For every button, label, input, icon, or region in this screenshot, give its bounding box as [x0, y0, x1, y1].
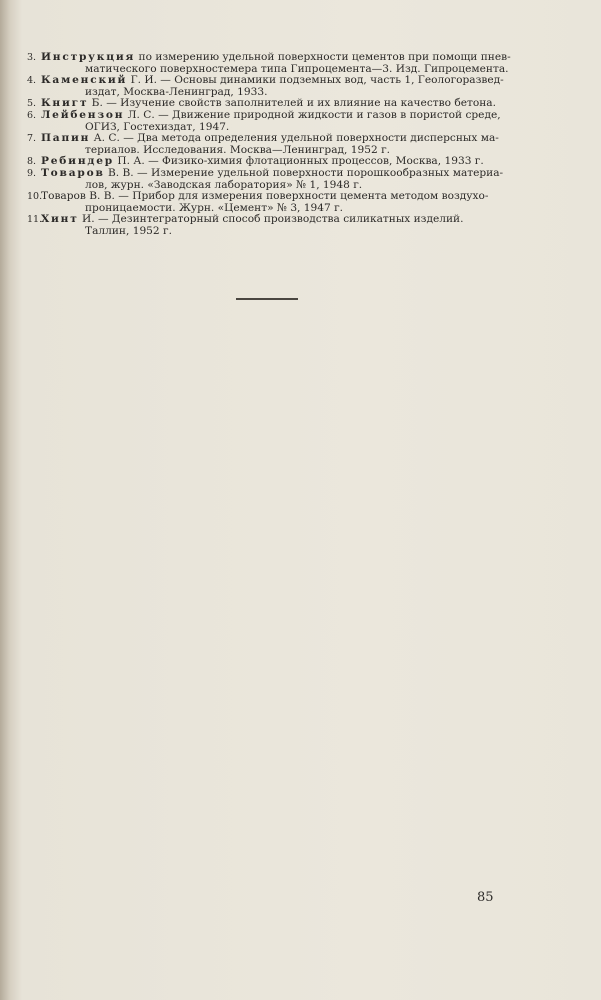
reference-author: Книгт — [41, 97, 89, 110]
reference-number: 11. — [27, 214, 43, 226]
reference-text: П. А. — Физико-химия флотационных процессов, Москва, 1933 г. — [114, 155, 484, 168]
reference-continuation: матического поверхностемера типа Гипроцемента—3. Изд. Гипроцемента. — [85, 62, 509, 75]
reference-item — [27, 133, 567, 156]
reference-continuation: лов, журн. «Заводская лаборатория» № 1, 1948 г. — [85, 178, 363, 191]
reference-list — [27, 52, 567, 238]
reference-text: И. — Дезинтеграторный способ производства силикатных изделий. — [78, 213, 464, 226]
reference-number: 7. — [27, 133, 37, 145]
reference-author: Товаров — [41, 166, 105, 179]
reference-number: 3. — [27, 52, 37, 63]
reference-continuation: ОГИЗ, Гостехиздат, 1947. — [85, 120, 230, 133]
reference-author: Хинт — [41, 213, 79, 226]
reference-number: 5. — [27, 98, 37, 110]
reference-author: Каменский — [41, 74, 128, 87]
reference-number: 4. — [27, 75, 37, 87]
reference-text: по измерению удельной поверхности цементов при помощи пнев- — [135, 51, 511, 63]
reference-text: Б. — Изучение свойств заполнителей и их влияние на качество бетона. — [88, 97, 496, 110]
reference-item — [27, 75, 567, 98]
section-divider — [236, 298, 298, 300]
reference-author: Папин — [41, 132, 91, 145]
reference-continuation: териалов. Исследования. Москва—Ленинград, 1952 г. — [85, 143, 391, 156]
reference-author: Товаров — [41, 190, 86, 203]
reference-item — [27, 168, 567, 191]
reference-number: 10. — [27, 191, 43, 203]
reference-author: Инструкция — [41, 51, 136, 63]
reference-number: 8. — [27, 156, 37, 168]
reference-number: 9. — [27, 167, 37, 179]
page-number: 85 — [477, 890, 494, 905]
reference-continuation: издат, Москва-Ленинград, 1933. — [85, 85, 268, 98]
reference-text: Г. И. — Основы динамики подземных вод, часть 1, Геологоразвед- — [127, 74, 504, 87]
reference-item — [27, 52, 567, 75]
reference-text: А. С. — Два метода определения удельной поверхности дисперсных ма- — [90, 132, 499, 145]
reference-item — [27, 110, 567, 133]
reference-text: В. В. — Прибор для измерения поверхности цемента методом воздухо- — [85, 190, 489, 203]
reference-continuation: Таллин, 1952 г. — [85, 224, 172, 237]
reference-continuation: проницаемости. Журн. «Цемент» № 3, 1947 г. — [85, 201, 344, 214]
reference-author: Ребиндер — [41, 155, 114, 168]
reference-item — [27, 214, 567, 237]
reference-number: 6. — [27, 109, 37, 121]
reference-text: В. В. — Измерение удельной поверхности порошкообразных материа- — [104, 166, 504, 179]
reference-item — [27, 191, 567, 214]
reference-author: Лейбензон — [41, 108, 125, 121]
reference-text: Л. С. — Движение природной жидкости и газов в пористой среде, — [124, 108, 501, 121]
